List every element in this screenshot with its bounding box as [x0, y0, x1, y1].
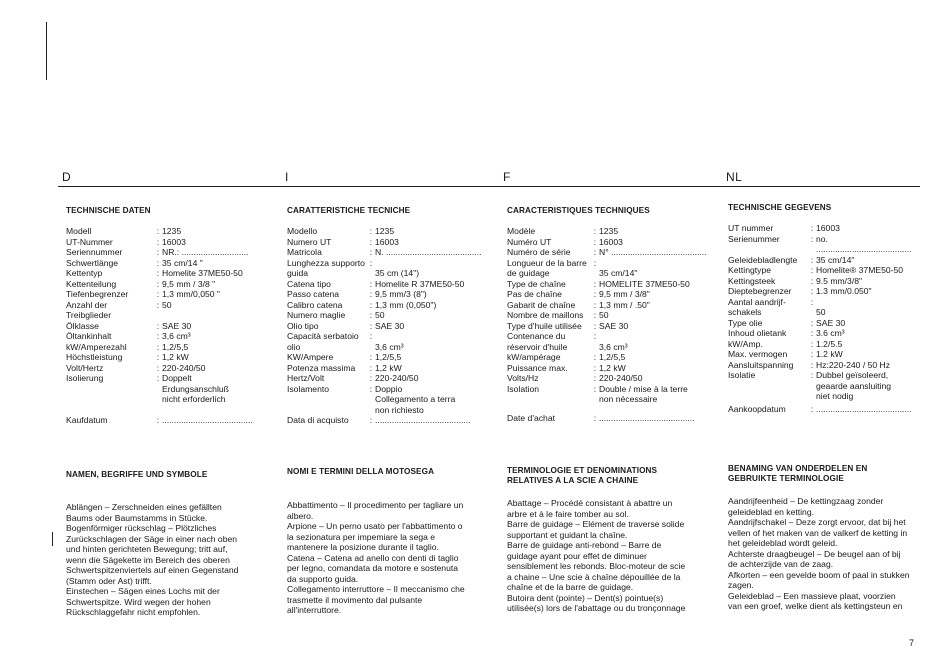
glossary-text: Ablängen – Zerschneiden eines gefällten Baums oder Baumstamms in Stücke. Bogenförmiger rückschlag – Plötzliches Zurückschlagen der Säge in einer nach oben und hinten gerichteten Bewegung; tritt auf, wenn die Sägekette im Bereich des oberen Schwertspitzenviertels auf einen Gegenstand (Stamm oder Ast) trifft. Einstechen – Sägen eines Lochs mit der Schwertspitze. Wird wegen der hohen Rückschlaggefahr nicht empfohlen.	[66, 502, 239, 617]
separator: :	[593, 226, 597, 236]
purchase-date-label: Data di acquisto	[287, 415, 349, 425]
spec-row	[66, 321, 266, 332]
spec-value: 35 cm/14 "	[162, 257, 203, 268]
spec-value: 1,3 mm (0,050")	[375, 299, 437, 310]
spec-value: Doppelt Erdungsanschluß nicht erforderlich	[162, 373, 229, 404]
spec-row	[507, 237, 712, 248]
spec-row	[507, 331, 712, 352]
separator: :	[369, 331, 373, 341]
spec-row	[728, 234, 918, 255]
spec-value: 9,5 mm/3 (8")	[375, 289, 427, 299]
separator: :	[156, 373, 160, 383]
spec-row	[287, 279, 492, 290]
separator: :	[593, 331, 597, 341]
spec-label: Kettingsteek	[728, 275, 776, 286]
separator: :	[593, 278, 597, 289]
spec-row	[728, 339, 918, 350]
spec-row	[728, 276, 918, 287]
spec-label: Type olie	[728, 317, 763, 328]
spec-value: SAE 30	[375, 320, 405, 331]
language-header-it: I	[285, 170, 289, 184]
spec-row	[507, 279, 712, 290]
spec-row	[287, 310, 492, 321]
spec-value: 35 cm/14"	[599, 268, 638, 278]
spec-label: Dieptebegrenzer	[728, 286, 792, 296]
spec-row	[507, 300, 712, 311]
spec-label: Kettingtype	[728, 265, 771, 275]
spec-row	[66, 331, 266, 342]
separator: :	[369, 383, 373, 394]
separator: :	[369, 310, 373, 320]
spec-row	[728, 360, 918, 371]
glossary-column-it	[287, 467, 492, 624]
spec-row	[66, 226, 266, 237]
margin-mark	[46, 22, 47, 80]
spec-label: Volts/Hz	[507, 373, 539, 383]
spec-value: SAE 30	[162, 320, 192, 331]
spec-label: Seriennummer	[66, 247, 123, 257]
page-number: 7	[908, 638, 914, 648]
spec-row	[287, 247, 492, 258]
separator: :	[156, 268, 160, 278]
spec-row	[728, 349, 918, 360]
separator: :	[369, 373, 373, 383]
spec-label: Max. vermogen	[728, 349, 788, 359]
spec-value: 1.2 kW	[816, 349, 843, 359]
spec-value: 16003	[162, 236, 186, 247]
spec-row	[66, 342, 266, 353]
spec-row	[507, 373, 712, 384]
spec-row	[66, 258, 266, 269]
spec-value: N. ........................................	[375, 247, 482, 257]
spec-row	[728, 223, 918, 234]
spec-label: Numero maglie	[287, 310, 346, 320]
separator: :	[156, 299, 160, 310]
spec-label: kW/ampérage	[507, 352, 561, 362]
purchase-date-row	[507, 413, 712, 424]
spec-label: Catena tipo	[287, 278, 331, 289]
spec-column-it	[287, 206, 492, 426]
spec-label: Isolatie	[728, 370, 756, 380]
spec-row	[66, 300, 266, 321]
spec-label: Modello	[287, 226, 318, 236]
language-header-de: D	[62, 170, 72, 184]
spec-value: 1,2/5,5	[375, 352, 402, 362]
spec-label: Capacità serbatoio olio	[287, 331, 359, 352]
separator: :	[156, 257, 160, 268]
spec-label: Pas de chaîne	[507, 289, 562, 299]
spec-label: Ölklasse	[66, 320, 99, 331]
spec-value: 220-240/50	[599, 373, 643, 383]
spec-label: Matricola	[287, 247, 322, 257]
spec-label: kW/Amperezahl	[66, 341, 127, 352]
spec-table	[728, 223, 918, 402]
purchase-date-row	[66, 415, 266, 426]
spec-value: 220-240/50	[375, 373, 419, 383]
spec-row	[66, 289, 266, 300]
separator: :	[810, 233, 814, 244]
separator: :	[810, 359, 814, 370]
spec-value: SAE 30	[816, 317, 846, 328]
spec-value: Dubbel geïsoleerd, geaarde aansluiting niet nodig	[816, 370, 892, 401]
separator: :	[156, 352, 160, 362]
spec-value: 1,3 mm / .50"	[599, 299, 650, 310]
glossary-text: Aandrijfeenheid – De kettingzaag zonder geleideblad en ketting. Aandrijfschakel – Deze zorgt ervoor, dat bij het vellen of het maken van de valkerf de ketting in het geleideblad wordt geleid. Achterste draagbeugel – De beugel aan of bij de achterzijde van de zaag. Afkorten – een gevelde boom of paal in stukken zagen. Geleideblad – Een massieve plaat, voorzien van een groef, welke dient als kettingsteun en	[728, 496, 910, 611]
spec-value: Hz:220-240 / 50 Hz	[816, 359, 891, 370]
separator: :	[593, 236, 597, 247]
separator: :	[369, 352, 373, 362]
separator: :	[810, 349, 814, 359]
spec-label: Volt/Hertz	[66, 362, 104, 373]
spec-label: Isolamento	[287, 383, 330, 394]
spec-row	[507, 384, 712, 405]
purchase-date-label: Kaufdatum	[66, 414, 108, 425]
spec-value: 3,6 cm³	[599, 341, 628, 352]
separator: :	[156, 320, 160, 331]
purchase-date-field: ........................................	[599, 412, 695, 423]
separator: :	[593, 247, 597, 257]
spec-row	[66, 373, 266, 405]
spec-row	[728, 318, 918, 329]
spec-label: Hertz/Volt	[287, 373, 325, 383]
spec-row	[287, 237, 492, 248]
spec-label: Öltankinhalt	[66, 331, 112, 341]
separator: :	[810, 223, 814, 233]
separator: :	[593, 362, 597, 373]
spec-label: UT-Nummer	[66, 236, 113, 247]
purchase-date-field: ......................................	[162, 414, 253, 425]
spec-value: Homelite 37ME50-50	[162, 268, 243, 278]
spec-row	[507, 321, 712, 332]
spec-row	[287, 300, 492, 311]
spec-value: N° ........................................	[599, 247, 707, 257]
spec-title: CARATTERISTICHE TECNICHE	[287, 206, 411, 215]
spec-value: 50	[816, 307, 826, 317]
spec-row	[728, 265, 918, 276]
separator: :	[369, 278, 373, 289]
margin-mark	[52, 532, 53, 546]
spec-label: Aansluitspanning	[728, 359, 794, 370]
spec-value: NR.: ............................	[162, 247, 249, 257]
spec-row	[66, 237, 266, 248]
spec-label: Olio tipo	[287, 320, 319, 331]
purchase-date-label: Date d'achat	[507, 412, 555, 423]
glossary-column-nl	[728, 464, 923, 620]
separator: :	[810, 275, 814, 286]
spec-label: Inhoud olietank	[728, 328, 787, 338]
spec-value: 16003	[599, 236, 623, 247]
spec-label: Calibro catena	[287, 299, 343, 310]
spec-value: 1235	[375, 226, 395, 236]
spec-label: kW/Amp.	[728, 338, 763, 349]
separator: :	[156, 289, 160, 299]
separator: :	[593, 373, 597, 383]
glossary-text: Abbattimento – Il procedimento per tagliare un albero. Arpione – Un perno usato per l'abbattimento o la sezionatura per impemiare la sega e mantenere la posizione durante il taglio. Catena – Catena ad anello con denti di taglio per legno, comandata da motore e sostenuta da supporto guida. Collegamento interruttore – Il meccanismo che trasmette il movimento dal pulsante all'interruttore.	[287, 500, 465, 615]
spec-value: 1,3 mm/0,050 "	[162, 289, 220, 299]
spec-row	[507, 247, 712, 258]
glossary-column-de	[66, 470, 271, 626]
spec-label: Serienummer	[728, 233, 780, 244]
spec-label: Anzahl der Treibglieder	[66, 299, 112, 320]
separator: :	[593, 320, 597, 331]
spec-value: SAE 30	[599, 320, 629, 331]
spec-row	[287, 331, 492, 352]
separator: :	[593, 352, 597, 362]
spec-column-nl	[728, 203, 918, 414]
glossary-title: BENAMING VAN ONDERDELEN EN GEBRUIKTE TERMINOLOGIE	[728, 464, 868, 483]
glossary-title: TERMINOLOGIE ET DENOMINATIONS RELATIVES A LA SCIE A CHAINE	[507, 466, 658, 485]
spec-label: Isolation	[507, 383, 540, 394]
separator: :	[156, 226, 160, 236]
separator: :	[810, 296, 814, 307]
glossary-text: Abattage – Procédé consistant à abattre un arbre et à le faire tomber au sol. Barre de guidage – Elément de traverse solide supportant et guidant la chaîne. Barre de guidage anti-rebond – Barre de guidage ayant pour effet de diminuer sensiblement les rebonds. Bloc-moteur de scie a chaine – Une scie à chaîne dépouillée de la chaîne et de la barre de guidage. Butoira dent (pointe) – Dent(s) pointue(s) utilisée(s) lors de l'abattage ou du tronçonnage	[507, 498, 686, 613]
language-header-fr: F	[503, 170, 511, 184]
spec-value: 1,2 kW	[162, 352, 189, 362]
purchase-date-row	[728, 404, 918, 415]
spec-value: 1,2 kW	[599, 362, 626, 373]
spec-value: HOMELITE 37ME50-50	[599, 278, 690, 289]
spec-label: Schwertlänge	[66, 257, 119, 268]
spec-label: Numéro UT	[507, 236, 552, 247]
spec-label: Tiefenbegrenzer	[66, 289, 129, 299]
spec-row	[507, 226, 712, 237]
separator: :	[369, 320, 373, 331]
spec-row	[287, 258, 492, 279]
spec-value: 35 cm/14"	[816, 254, 855, 265]
glossary-column-fr	[507, 466, 712, 622]
separator: :	[369, 226, 373, 236]
spec-value: 1.3 mm/0.050"	[816, 286, 872, 296]
separator: :	[156, 278, 160, 289]
separator: :	[593, 289, 597, 299]
spec-value: 3.6 cm³	[816, 328, 845, 338]
spec-label: Numero UT	[287, 236, 332, 247]
separator: :	[156, 236, 160, 247]
spec-row	[728, 297, 918, 318]
spec-label: Puissance max.	[507, 362, 568, 373]
spec-row	[287, 384, 492, 416]
spec-row	[66, 279, 266, 290]
spec-row	[728, 370, 918, 402]
spec-label: Geleidebladlengte	[728, 254, 798, 265]
spec-label: Lunghezza supporto guida	[287, 257, 365, 278]
spec-row	[507, 258, 712, 279]
separator: :	[369, 236, 373, 247]
spec-title: CARACTERISTIQUES TECHNIQUES	[507, 206, 650, 215]
spec-value: 9,5 mm / 3/8"	[599, 289, 650, 299]
glossary-title: NAMEN, BEGRIFFE UND SYMBOLE	[66, 470, 208, 479]
separator: :	[593, 257, 597, 268]
separator: :	[810, 403, 814, 414]
spec-label: Contenance du réservoir d'huile	[507, 331, 568, 352]
separator: :	[810, 265, 814, 275]
spec-title: TECHNISCHE DATEN	[66, 206, 151, 215]
separator: :	[810, 370, 814, 380]
spec-row	[728, 328, 918, 339]
spec-value: 50	[375, 310, 385, 320]
separator: :	[369, 299, 373, 310]
language-header-nl: NL	[726, 170, 743, 184]
separator: :	[810, 254, 814, 265]
spec-label: Type de chaîne	[507, 278, 566, 289]
spec-label: Gabarit de chaîne	[507, 299, 576, 310]
spec-value: 220-240/50	[162, 362, 206, 373]
spec-label: KW/Ampere	[287, 352, 334, 362]
separator: :	[593, 310, 597, 320]
spec-value: 16003	[816, 223, 840, 233]
separator: :	[810, 328, 814, 338]
spec-row	[728, 286, 918, 297]
spec-row	[507, 310, 712, 321]
spec-value: 1235	[162, 226, 182, 236]
spec-value: Doppio Collegamento a terra non richiesto	[375, 383, 456, 415]
spec-value: 16003	[375, 236, 399, 247]
separator: :	[593, 299, 597, 310]
spec-table	[287, 226, 492, 415]
spec-row	[287, 373, 492, 384]
spec-value: 1.2/5.5	[816, 338, 843, 349]
spec-label: Modèle	[507, 226, 536, 236]
separator: :	[593, 412, 597, 423]
spec-label: Isolierung	[66, 373, 104, 383]
separator: :	[156, 331, 160, 341]
spec-row	[287, 289, 492, 300]
separator: :	[810, 286, 814, 296]
spec-label: Potenza massima	[287, 362, 356, 373]
spec-value: 1235	[599, 226, 619, 236]
separator: :	[156, 247, 160, 257]
spec-label: Numéro de série	[507, 247, 571, 257]
purchase-date-field: ........................................	[816, 403, 912, 414]
purchase-date-row	[287, 415, 492, 426]
spec-label: Nombre de maillons	[507, 310, 584, 320]
spec-label: Passo catena	[287, 289, 340, 299]
glossary-title: NOMI E TERMINI DELLA MOTOSEGA	[287, 467, 435, 476]
spec-row	[66, 352, 266, 363]
spec-value: 3,6 cm³	[162, 331, 191, 341]
separator: :	[156, 362, 160, 373]
spec-value: no. ........................................	[816, 233, 912, 254]
spec-label: Höchstleistung	[66, 352, 123, 362]
spec-value: Double / mise à la terre non nécessaire	[599, 383, 688, 404]
separator: :	[369, 289, 373, 299]
spec-label: UT nummer	[728, 223, 774, 233]
spec-row	[507, 352, 712, 363]
spec-label: Longueur de la barre de guidage	[507, 257, 587, 278]
purchase-date-label: Aankoopdatum	[728, 403, 786, 414]
spec-row	[728, 255, 918, 266]
separator: :	[369, 257, 373, 268]
spec-value: 1,2/5,5	[599, 352, 626, 362]
spec-value: 50	[599, 310, 609, 320]
spec-table	[507, 226, 712, 405]
header-rule	[58, 186, 920, 187]
spec-row	[66, 268, 266, 279]
separator: :	[810, 317, 814, 328]
spec-value: Homelite® 37ME50-50	[816, 265, 904, 275]
spec-value: 1,2 kW	[375, 362, 402, 373]
spec-value: 9,5 mm / 3/8 "	[162, 278, 216, 289]
spec-row	[287, 352, 492, 363]
spec-row	[66, 363, 266, 374]
spec-row	[507, 289, 712, 300]
spec-value: 1,2/5,5	[162, 341, 189, 352]
spec-row	[287, 226, 492, 237]
spec-table	[66, 226, 266, 405]
separator: :	[156, 414, 160, 425]
spec-value: 9.5 mm/3/8"	[816, 275, 863, 286]
spec-value: 35 cm (14")	[375, 268, 420, 278]
separator: :	[593, 383, 597, 394]
purchase-date-field: ........................................	[375, 415, 471, 425]
spec-label: Modell	[66, 226, 92, 236]
spec-column-de	[66, 206, 266, 425]
spec-row	[287, 363, 492, 374]
spec-row	[507, 363, 712, 374]
spec-column-fr	[507, 206, 712, 423]
spec-label: Type d'huile utilisée	[507, 320, 582, 331]
spec-value: 50	[162, 299, 172, 310]
spec-row	[66, 247, 266, 258]
separator: :	[156, 341, 160, 352]
spec-row	[287, 321, 492, 332]
separator: :	[369, 247, 373, 257]
spec-label: Aantal aandrijf- schakels	[728, 296, 786, 317]
separator: :	[369, 362, 373, 373]
spec-label: Kettentyp	[66, 268, 103, 278]
spec-value: 3,6 cm³	[375, 341, 404, 352]
separator: :	[810, 338, 814, 349]
spec-label: Kettenteilung	[66, 278, 117, 289]
spec-value: Homelite R 37ME50-50	[375, 278, 465, 289]
spec-title: TECHNISCHE GEGEVENS	[728, 203, 832, 212]
separator: :	[369, 415, 373, 425]
